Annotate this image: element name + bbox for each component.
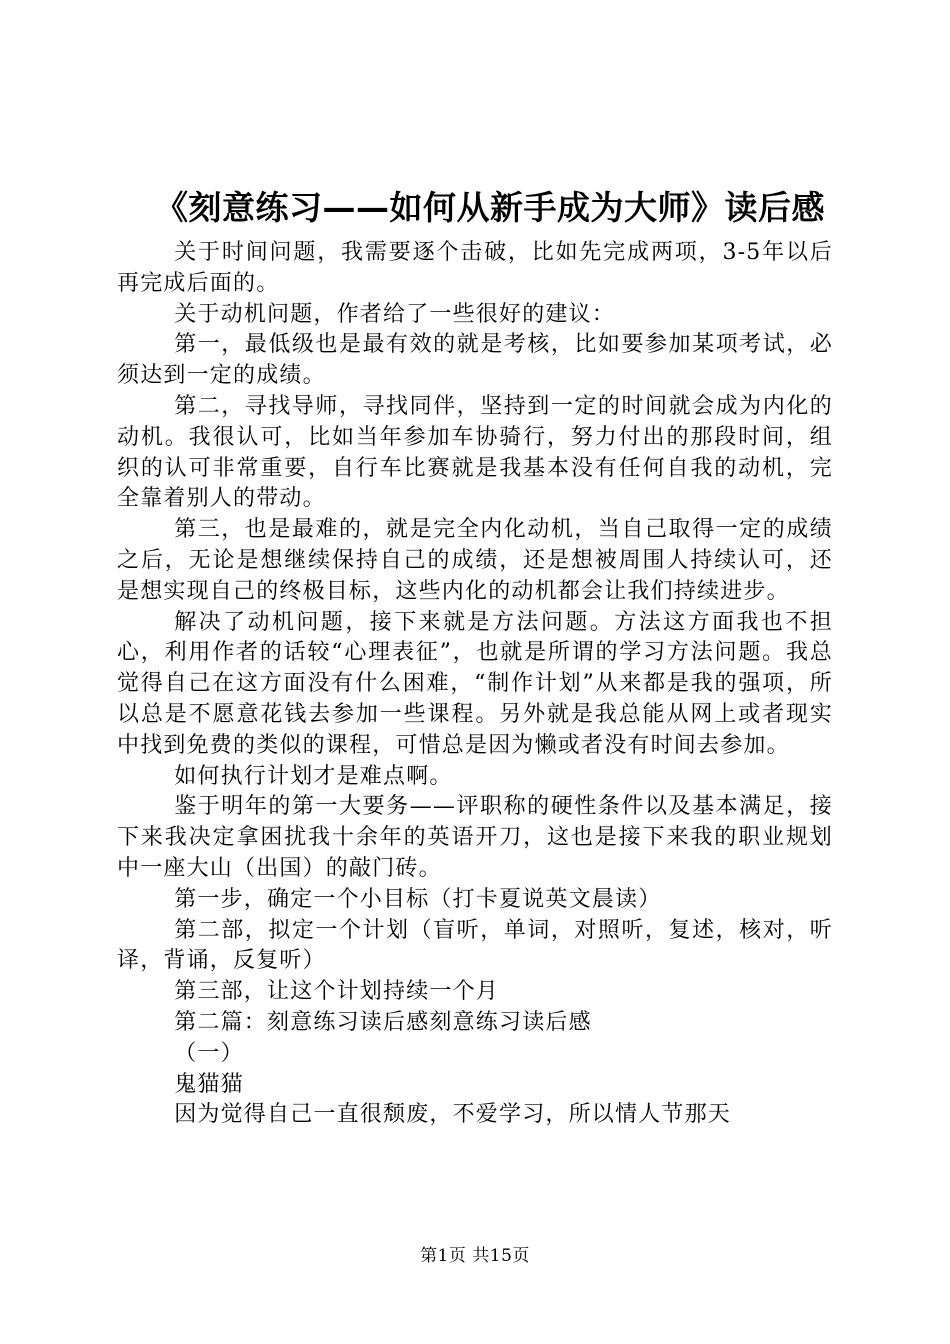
paragraph: 第一，最低级也是最有效的就是考核，比如要参加某项考试，必须达到一定的成绩。 — [117, 332, 833, 389]
paragraph: 第二篇：刻意练习读后感刻意练习读后感 — [174, 1009, 592, 1035]
paragraph: 如何执行计划才是难点啊。 — [174, 763, 453, 789]
paragraph: 第二，寻找导师，寻找同伴，坚持到一定的时间就会成为内化的动机。我很认可，比如当年参加车协骑行，努力付出的那段时间，组织的认可非常重要，自行车比赛就是我基本没有任何自我的动机，完全靠着别人的带动。 — [117, 393, 833, 512]
paragraph: 解决了动机问题，接下来就是方法问题。方法这方面我也不担心，利用作者的话较“心理表征”，也就是所谓的学习方法问题。我总觉得自己在这方面没有什么困难，“制作计划”从来都是我的强项，所以总是不愿意花钱去参加一些课程。另外就是我总能从网上或者现实中找到免费的类似的课程，可惜总是因为懒或者没有时间去参加。 — [117, 609, 833, 758]
document-title: 《刻意练习——如何从新手成为大师》读后感 — [155, 188, 825, 227]
paragraph: 第三部，让这个计划持续一个月 — [174, 979, 499, 1005]
paragraph: （一） — [174, 1040, 244, 1066]
paragraph: 关于动机问题，作者给了一些很好的建议： — [174, 301, 615, 327]
page-footer: 第1页 共15页 — [420, 1246, 530, 1266]
paragraph: 鉴于明年的第一大要务——评职称的硬性条件以及基本满足，接下来我决定拿困扰我十余年的英语开刀，这也是接下来我的职业规划中一座大山（出国）的敲门砖。 — [117, 794, 833, 881]
paragraph: 第三，也是最难的，就是完全内化动机，当自己取得一定的成绩之后，无论是想继续保持自己的成绩，还是想被周围人持续认可，还是想实现自己的终极目标，这些内化的动机都会让我们持续进步。 — [117, 517, 833, 604]
paragraph: 第一步，确定一个小目标（打卡夏说英文晨读） — [174, 886, 662, 912]
paragraph: 关于时间问题，我需要逐个击破，比如先完成两项，3-5年以后再完成后面的。 — [117, 240, 833, 296]
paragraph: 鬼猫猫 — [174, 1071, 244, 1097]
document-body — [117, 238, 833, 1131]
paragraph: 第二部，拟定一个计划（盲听，单词，对照听，复述，核对，听译，背诵，反复听） — [117, 917, 833, 974]
paragraph: 因为觉得自己一直很颓废，不爱学习，所以情人节那天 — [174, 1102, 731, 1128]
